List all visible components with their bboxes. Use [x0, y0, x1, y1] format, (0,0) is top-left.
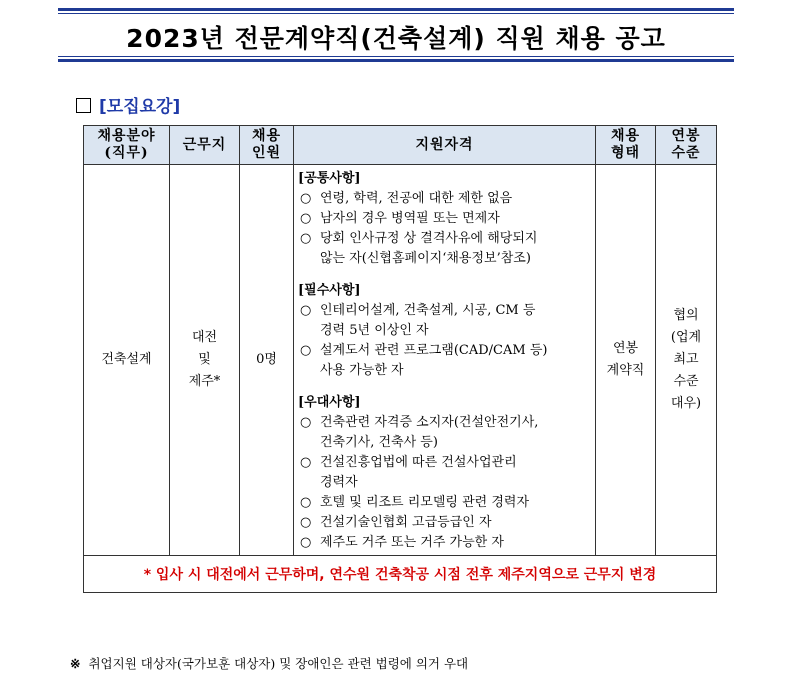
- qualification-text: 건축기사, 건축사 등): [320, 435, 438, 450]
- qualification-text: 호텔 및 리조트 리모델링 관련 경력자: [320, 495, 530, 510]
- cell-salary: 협의 (업계 최고 수준 대우): [656, 165, 717, 556]
- qualification-text: 건설기술인협회 고급등급인 자: [320, 515, 492, 530]
- qualification-text: 건설진흥업법에 따른 건설사업관리: [320, 455, 517, 470]
- list-item: [298, 533, 591, 553]
- qualification-text: 남자의 경우 병역필 또는 면제자: [320, 211, 500, 226]
- qualification-text: 경력자: [320, 475, 358, 490]
- qualification-list: [298, 413, 591, 553]
- square-bullet-icon: [76, 98, 91, 113]
- title-rule-top-thin: [58, 13, 734, 14]
- reference-mark-icon: ※: [70, 656, 81, 671]
- group-spacer: [298, 269, 591, 281]
- list-item: [298, 453, 591, 493]
- cell-qualification: [294, 165, 596, 556]
- cell-count: 0명: [240, 165, 294, 556]
- page-title: 2023년 전문계약직(건축설계) 직원 채용 공고: [126, 24, 666, 53]
- qualification-group-title: [필수사항]: [298, 283, 361, 298]
- qualification-list: [298, 301, 591, 381]
- header-field: 채용분야 (직무): [84, 126, 170, 165]
- qualification-list: [298, 189, 591, 269]
- circle-bullet-icon: ○: [300, 535, 312, 550]
- qualification-text: 연령, 학력, 전공에 대한 제한 없음: [320, 191, 513, 206]
- qualification-groups: [298, 169, 591, 553]
- circle-bullet-icon: ○: [300, 303, 312, 318]
- title-rule-top: [58, 8, 734, 11]
- circle-bullet-icon: ○: [300, 211, 312, 226]
- notice-text: * 입사 시 대전에서 근무하며, 연수원 건축착공 시점 전후 제주지역으로 근무지 변경: [84, 556, 717, 593]
- notice-row: [84, 556, 717, 593]
- qualification-text: 사용 가능한 자: [320, 363, 404, 378]
- title-banner: [58, 8, 734, 62]
- cell-field: 건축설계: [84, 165, 170, 556]
- title-rule-bottom-thin: [58, 56, 734, 57]
- header-location: 근무지: [170, 126, 240, 165]
- list-item: [298, 229, 591, 269]
- circle-bullet-icon: ○: [300, 191, 312, 206]
- list-item: [298, 189, 591, 209]
- circle-bullet-icon: ○: [300, 495, 312, 510]
- circle-bullet-icon: ○: [300, 343, 312, 358]
- header-count: 채용 인원: [240, 126, 294, 165]
- list-item: [298, 513, 591, 533]
- qualification-text: 경력 5년 이상인 자: [320, 323, 429, 338]
- list-item: [298, 301, 591, 341]
- header-salary: 연봉 수준: [656, 126, 717, 165]
- list-item: [298, 341, 591, 381]
- cell-type: 연봉 계약직: [596, 165, 656, 556]
- list-item: [298, 413, 591, 453]
- qualification-text: 제주도 거주 또는 거주 가능한 자: [320, 535, 504, 550]
- title-rule-bottom: [58, 59, 734, 62]
- circle-bullet-icon: ○: [300, 231, 312, 246]
- circle-bullet-icon: ○: [300, 415, 312, 430]
- table-header-row: [84, 126, 717, 165]
- table-row: [84, 165, 717, 556]
- header-qualification: 지원자격: [294, 126, 596, 165]
- recruitment-table: [83, 125, 717, 593]
- qualification-text: 인테리어설계, 건축설계, 시공, CM 등: [320, 303, 536, 318]
- circle-bullet-icon: ○: [300, 455, 312, 470]
- footnote-text: 취업지원 대상자(국가보훈 대상자) 및 장애인은 관련 법령에 의거 우대: [88, 656, 469, 671]
- qualification-text: 설계도서 관련 프로그램(CAD/CAM 등): [320, 343, 548, 358]
- qualification-group-title: [공통사항]: [298, 171, 361, 186]
- qualification-text: 않는 자(신협홈페이지‘채용정보’참조): [320, 251, 531, 266]
- circle-bullet-icon: ○: [300, 515, 312, 530]
- section-heading: [76, 92, 180, 117]
- header-type: 채용 형태: [596, 126, 656, 165]
- group-spacer: [298, 381, 591, 393]
- cell-location: 대전 및 제주*: [170, 165, 240, 556]
- list-item: [298, 493, 591, 513]
- footnote: [70, 654, 468, 672]
- qualification-group-title: [우대사항]: [298, 395, 361, 410]
- list-item: [298, 209, 591, 229]
- qualification-text: 당회 인사규정 상 결격사유에 해당되지: [320, 231, 538, 246]
- section-label: [모집요강]: [99, 97, 181, 117]
- qualification-text: 건축관련 자격증 소지자(건설안전기사,: [320, 415, 539, 430]
